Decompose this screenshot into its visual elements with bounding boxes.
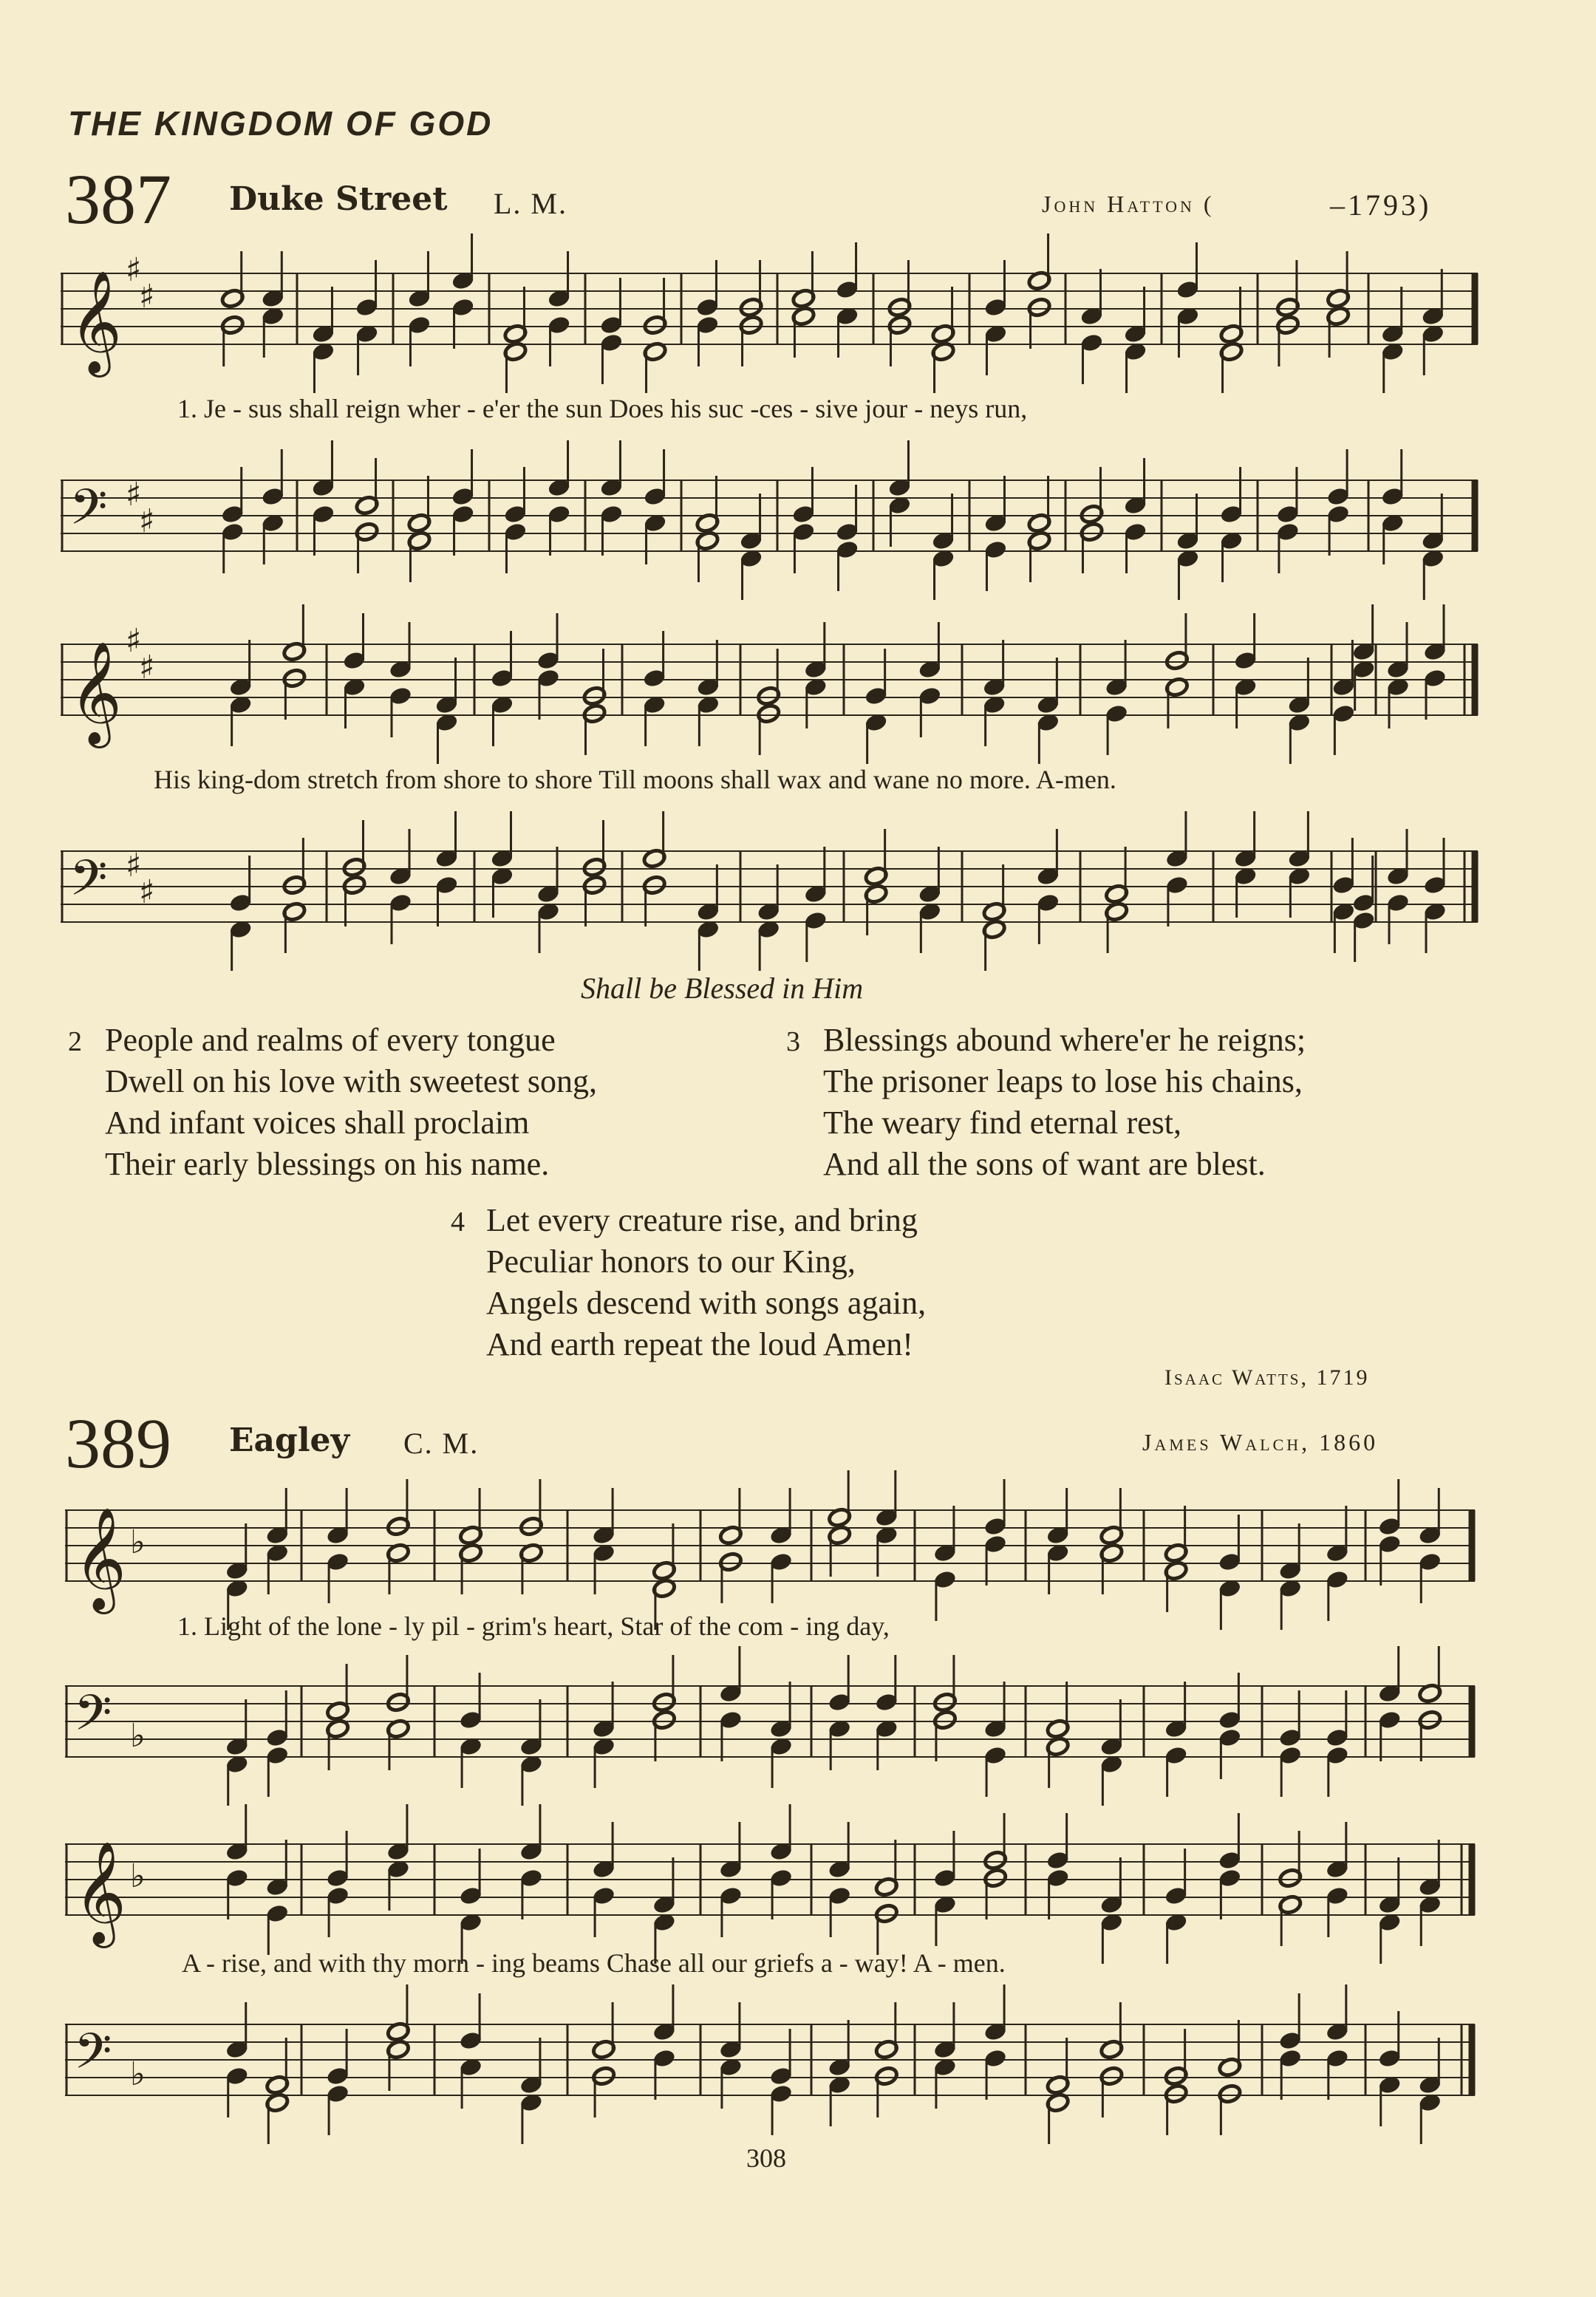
hymn-387-lyric-line-2: His king-dom stretch from shore to shore Till moons shall wax and wane no more. A-men.: [154, 765, 1116, 794]
verse-number: 3: [786, 1026, 800, 1057]
svg-text:♭: ♭: [130, 2055, 146, 2093]
verse-line: Their early blessings on his name.: [105, 1146, 550, 1182]
verse-line: Let every creature rise, and bring: [486, 1202, 918, 1238]
meter: C. M.: [403, 1427, 480, 1460]
svg-text:𝄞: 𝄞: [69, 641, 122, 744]
hymn-389-lyric-line-1: 1. Light of the lone - ly pil - grim's heart, Star of the com - ing day,: [177, 1611, 890, 1641]
verse-line: Blessings abound where'er he reigns;: [823, 1022, 1306, 1058]
svg-text:𝄢: 𝄢: [74, 2023, 112, 2092]
page-number: 308: [746, 2143, 786, 2173]
composer: James Walch, 1860: [1142, 1429, 1379, 1455]
svg-text:♯: ♯: [126, 622, 142, 660]
svg-text:𝄞: 𝄞: [74, 1841, 126, 1944]
svg-text:𝄢: 𝄢: [74, 1685, 112, 1753]
hymn-389-system-1-bass: [65, 1671, 1484, 1782]
hymn-subtitle: Shall be Blessed in Him: [581, 972, 864, 1005]
svg-text:♯: ♯: [139, 649, 155, 686]
hymn-389-system-1-treble: [65, 1495, 1484, 1610]
svg-text:♯: ♯: [126, 847, 142, 884]
svg-text:♭: ♭: [130, 1717, 146, 1755]
svg-text:♯: ♯: [139, 873, 155, 911]
verse-line: Peculiar honors to our King,: [486, 1243, 856, 1280]
hymn-387-system-1-bass: [61, 465, 1487, 576]
hymn-number: 387: [65, 160, 171, 239]
hymn-387-lyric-line-1: 1. Je - sus shall reign wher - e'er the sun Does his suc -ces - sive jour - neys run,: [177, 394, 1028, 423]
meter: L. M.: [494, 187, 567, 220]
hymn-389-system-2-treble: [65, 1829, 1484, 1944]
verse-line: And all the sons of want are blest.: [823, 1146, 1266, 1182]
hymn-387-system-2-treble: [61, 622, 1487, 744]
svg-text:𝄢: 𝄢: [69, 479, 108, 547]
hymn-387-system-1-treble: [61, 251, 1487, 373]
verse-line: Angels descend with songs again,: [486, 1285, 927, 1321]
verse-line: And infant voices shall proclaim: [105, 1105, 530, 1141]
section-title: THE KINGDOM OF GOD: [68, 104, 494, 143]
tune-name: Eagley: [229, 1421, 350, 1459]
verse-number: 2: [68, 1026, 82, 1057]
svg-text:𝄞: 𝄞: [69, 270, 122, 373]
composer-date: –1793): [1330, 188, 1432, 222]
hymn-389-system-2-bass: [65, 2010, 1484, 2120]
hymn-author: Isaac Watts, 1719: [1164, 1365, 1370, 1390]
verse-line: And earth repeat the loud Amen!: [486, 1326, 913, 1362]
svg-text:♯: ♯: [126, 251, 142, 289]
hymn-389-lyric-line-2: A - rise, and with thy morn - ing beams Chase all our griefs a - way! A - men.: [182, 1948, 1006, 1978]
hymn-387-system-2-bass: [61, 836, 1487, 947]
verse-line: Dwell on his love with sweetest song,: [105, 1063, 598, 1099]
composer: John Hatton (: [1042, 191, 1215, 217]
svg-text:♯: ♯: [139, 502, 155, 540]
svg-text:♯: ♯: [126, 476, 142, 513]
svg-text:𝄢: 𝄢: [69, 850, 108, 918]
svg-text:𝄞: 𝄞: [74, 1507, 126, 1610]
svg-text:♭: ♭: [130, 1857, 146, 1895]
verse-line: The prisoner leaps to lose his chains,: [823, 1063, 1303, 1099]
tune-name: Duke Street: [229, 180, 448, 218]
verse-line: People and realms of every tongue: [105, 1022, 556, 1058]
svg-text:♯: ♯: [139, 278, 155, 315]
verse-line: The weary find eternal rest,: [823, 1105, 1181, 1141]
verse-number: 4: [451, 1206, 465, 1238]
svg-text:♭: ♭: [130, 1523, 146, 1561]
hymn-number: 389: [65, 1404, 171, 1483]
